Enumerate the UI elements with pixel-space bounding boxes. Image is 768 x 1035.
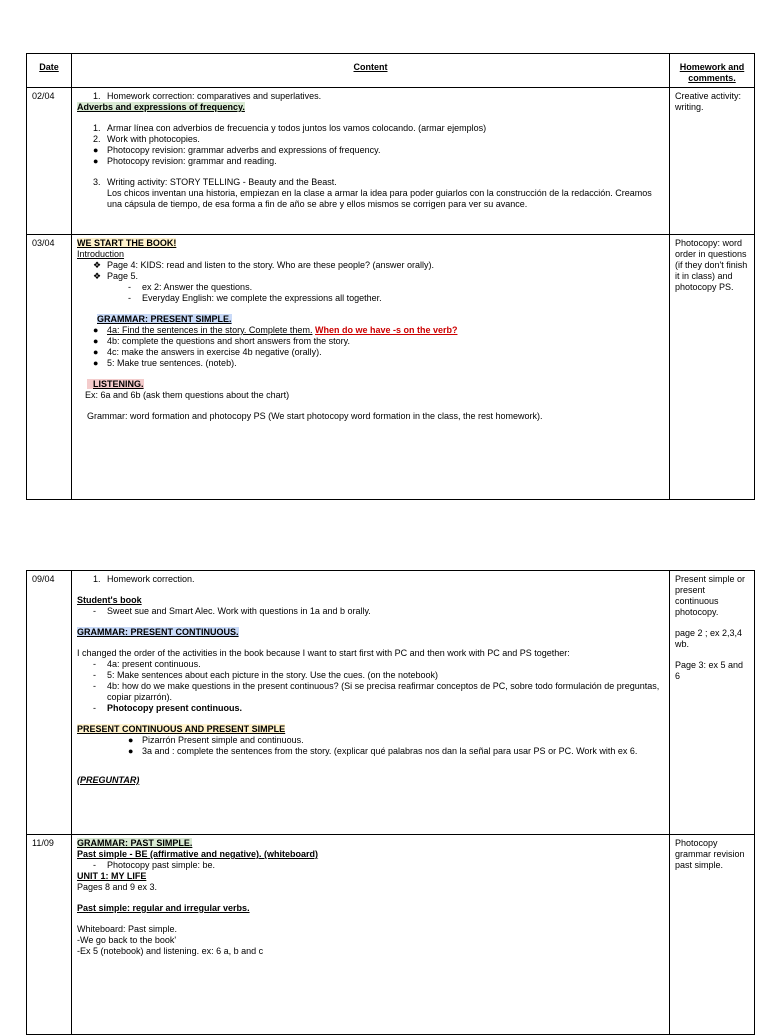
row-homework [670, 571, 755, 835]
grammar-note: Grammar: word formation and photocopy PS (We start photocopy word formation in the class, the rest homework). [87, 410, 543, 421]
list-item: - 4a: present continuous. [93, 658, 201, 669]
list-item: 1. Homework correction: comparatives and superlatives. [93, 91, 322, 101]
section-heading: WE START THE BOOK! [77, 238, 177, 248]
list-item: ● 4c: make the answers in exercise 4b negative (orally). [93, 346, 322, 357]
grammar-heading: GRAMMAR: PRESENT SIMPLE. [97, 313, 232, 324]
homework-line: Present simple or present continuous photocopy. [675, 574, 746, 617]
list-item: - Photocopy present continuous. [93, 702, 243, 713]
order-note: I changed the order of the activities in the book because I want to start first with PC and then work with PC and PS together: [77, 647, 570, 658]
whiteboard-line: -We go back to the book' [77, 934, 177, 945]
grammar-heading: GRAMMAR: PAST SIMPLE. [77, 838, 193, 848]
list-item: ● Photocopy revision: grammar adverbs and expressions of frequency. [93, 144, 381, 155]
lesson-table-2 [26, 570, 755, 1035]
listening-exercise: Ex: 6a and 6b (ask them questions about the chart) [85, 389, 290, 400]
bullet-icon: ● [93, 346, 99, 357]
preguntar-note: (PREGUNTAR) [77, 774, 140, 785]
row-content [72, 235, 670, 500]
bullet-icon: ● [93, 335, 99, 346]
list-item: ● 3a and : complete the sentences from the story. (explicar qué palabras nos dan la señal para usar PS or PC. Work with ex 6. [128, 745, 638, 756]
bullet-icon: ● [93, 324, 99, 335]
list-item: - 4b: how do we make questions in the present continuous? (Si se precisa reafirmar conceptos de PC, sobre todo formulación de preguntas, copiar pizarrón). [93, 680, 660, 702]
bullet-icon: ● [93, 155, 99, 166]
row-0304 [27, 235, 755, 500]
list-item: - ex 2: Answer the questions. [128, 281, 253, 292]
header-homework: Homework and comments. [670, 54, 755, 88]
diamond-icon: ❖ [93, 259, 102, 270]
row-0904 [27, 571, 755, 835]
bullet-icon: ● [128, 745, 134, 756]
pc-ps-heading: PRESENT CONTINUOUS AND PRESENT SIMPLE [77, 723, 286, 734]
bullet-icon: ● [93, 144, 99, 155]
row-date: 11/09 [27, 835, 72, 1035]
whiteboard-line: -Ex 5 (notebook) and listening. ex: 6 a, b and c [77, 945, 264, 956]
list-item: 3. Writing activity: STORY TELLING - Beauty and the Beast. Los chicos inventan una historia, empiezan en la clase a armar la idea para poder guiarlos con la construcción de la redacción. Creamos una cápsula de tiempo, de esa forma a fin de año se abre y ellos mismos se corrigen para ver su avance. [77, 177, 664, 210]
list-item: ● Photocopy revision: grammar and reading. [93, 155, 277, 166]
row-content [72, 835, 670, 1035]
row-homework: Photocopy: word order in questions (if they don't finish it in class) and photocopy PS. [670, 235, 755, 500]
row-date: 02/04 [27, 88, 72, 235]
row-0204 [27, 88, 755, 235]
be-heading: Past simple - BE (affirmative and negative). (whiteboard) [77, 848, 319, 859]
key-question: When do we have -s on the verb? [314, 324, 458, 335]
row-1109 [27, 835, 755, 1035]
intro-label: Introduction [77, 248, 125, 259]
homework-line: page 2 ; ex 2,3,4 wb. [675, 627, 743, 649]
list-item: - Sweet sue and Smart Alec. Work with questions in 1a and b orally. [93, 605, 371, 616]
lesson-table-1 [26, 53, 755, 500]
activity-detail: Los chicos inventan una historia, empiezan en la clase a armar la idea para poder guiarlos con la construcción de la redacción. Creamos una cápsula de tiempo, de esa forma a fin de año se abre y ellos mismos se corrigen para ver su avance. [107, 187, 652, 209]
pages-line: Pages 8 and 9 ex 3. [77, 881, 158, 892]
row-date: 09/04 [27, 571, 72, 835]
row-content [72, 88, 670, 235]
listening-heading: LISTENING. [87, 379, 144, 389]
row-date: 03/04 [27, 235, 72, 500]
header-date: Date [27, 54, 72, 88]
header-row [27, 54, 755, 88]
list-item: ❖ Page 5. [93, 270, 139, 281]
row-homework: Creative activity: writing. [670, 88, 755, 235]
verbs-heading: Past simple: regular and irregular verbs. [77, 902, 250, 913]
bullet-icon: ● [128, 734, 134, 745]
diamond-icon: ❖ [93, 270, 102, 281]
list-item: ● 4a: Find the sentences in the story. Complete them. When do we have -s on the verb? [93, 324, 458, 335]
list-item: 1. Homework correction. [93, 574, 195, 584]
row-homework: Photocopy grammar revision past simple. [670, 835, 755, 1035]
list-item: 2. Work with photocopies. [93, 133, 200, 144]
grammar-heading: GRAMMAR: PRESENT CONTINUOUS. [77, 626, 239, 637]
list-item: ● 5: Make true sentences. (noteb). [93, 357, 237, 368]
list-item: ❖ Page 4: KIDS: read and listen to the story. Who are these people? (answer orally). [93, 259, 435, 270]
list-item: - Photocopy past simple: be. [93, 859, 216, 870]
unit-heading: UNIT 1: MY LIFE [77, 870, 147, 881]
list-item: 1. Armar línea con adverbios de frecuencia y todos juntos los vamos colocando. (armar ejemplos) [93, 122, 487, 133]
bullet-icon: ● [93, 357, 99, 368]
list-item: - 5: Make sentences about each picture in the story. Use the cues. (on the notebook) [93, 669, 439, 680]
list-item: - Everyday English: we complete the expressions all together. [128, 292, 382, 303]
list-item: ● 4b: complete the questions and short answers from the story. [93, 335, 350, 346]
whiteboard-line: Whiteboard: Past simple. [77, 923, 178, 934]
homework-line: Page 3: ex 5 and 6 [675, 659, 744, 681]
students-book-label: Student's book [77, 594, 142, 605]
header-content: Content [72, 54, 670, 88]
row-content [72, 571, 670, 835]
list-item: ● Pizarrón Present simple and continuous. [128, 734, 304, 745]
section-heading: Adverbs and expressions of frequency. [77, 101, 245, 112]
